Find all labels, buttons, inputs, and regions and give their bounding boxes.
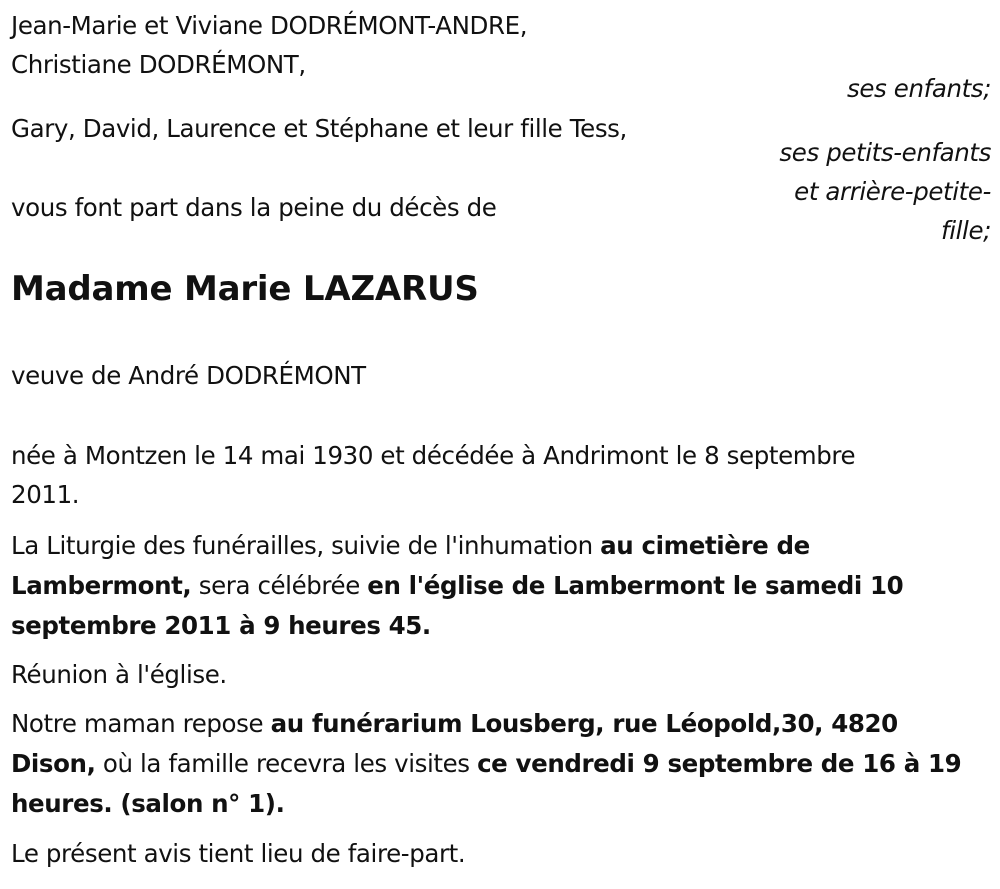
announce-line: vous font part dans la peine du décès de (11, 193, 497, 222)
children-role: ses enfants; (847, 74, 991, 103)
liturgy-text-c: sera célébrée (191, 571, 368, 600)
closing-line: Le présent avis tient lieu de faire-part. (11, 839, 466, 868)
liturgy-church-date: en l'église de Lambermont le samedi 10 septembre 2011 à 9 heures 45. (11, 571, 904, 640)
liturgy-cemetery: au cimetière de Lambermont, (11, 531, 810, 600)
family-line-2: Christiane DODRÉMONT, (11, 50, 306, 79)
birth-death-line-1: née à Montzen le 14 mai 1930 et décédée à Andrimont le 8 septembre (11, 441, 856, 470)
rest-visits: ce vendredi 9 septembre de 16 à 19 heures. (salon n° 1). (11, 749, 962, 818)
grandchildren-role-1: ses petits-enfants (779, 138, 991, 167)
grandchildren-role-3: fille; (941, 216, 991, 245)
rest-text-c: où la famille recevra les visites (95, 749, 478, 778)
birth-death-line-2: 2011. (11, 480, 80, 509)
liturgy-paragraph (11, 526, 986, 646)
grandchildren-role-2: et arrière-petite- (794, 177, 991, 206)
liturgy-text-a: La Liturgie des funérailles, suivie de l'inhumation (11, 531, 601, 560)
rest-text-a: Notre maman repose (11, 709, 271, 738)
reunion-line: Réunion à l'église. (11, 660, 227, 689)
family-line-1: Jean-Marie et Viviane DODRÉMONT-ANDRE, (11, 11, 528, 40)
deceased-name: Madame Marie LAZARUS (11, 269, 479, 309)
grandchildren-line: Gary, David, Laurence et Stéphane et leur fille Tess, (11, 114, 627, 143)
rest-funerarium: au funérarium Lousberg, rue Léopold,30, 4820 Dison, (11, 709, 898, 778)
widow-of-line: veuve de André DODRÉMONT (11, 361, 366, 390)
rest-paragraph (11, 704, 986, 824)
